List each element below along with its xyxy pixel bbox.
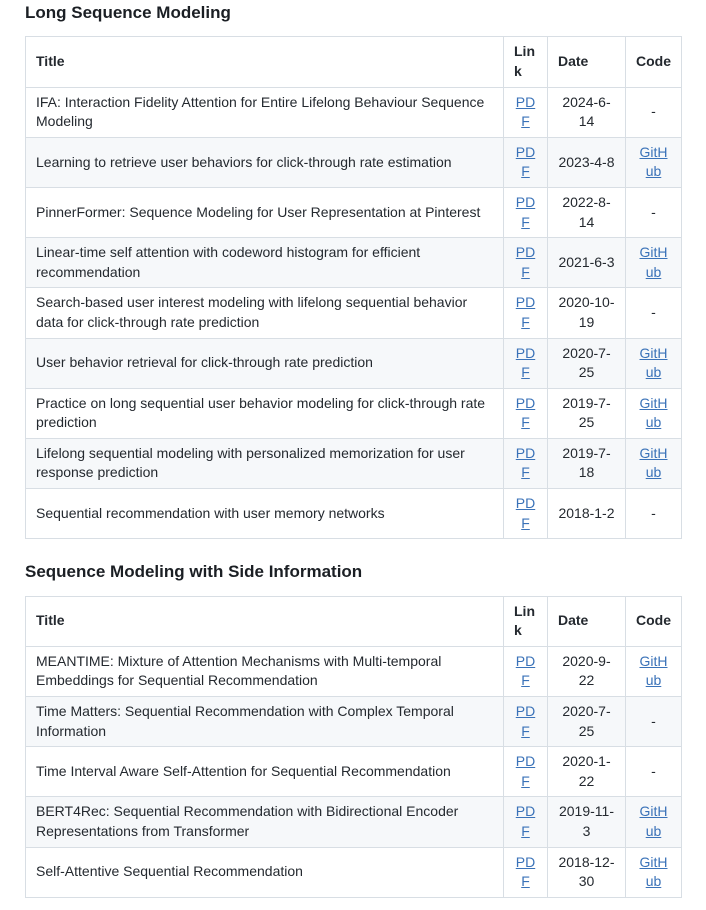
paper-title: BERT4Rec: Sequential Recommendation with Bidirectional Encoder Representations from Transformer	[26, 797, 504, 847]
table-row	[26, 697, 682, 747]
section-heading: Sequence Modeling with Side Information	[25, 562, 363, 582]
code-cell	[626, 288, 682, 338]
link-cell	[504, 747, 548, 797]
pdf-link[interactable]: PDF	[515, 753, 536, 789]
column-header-title: Title	[26, 596, 504, 646]
code-cell	[626, 87, 682, 137]
pdf-link[interactable]: PDF	[515, 294, 536, 330]
pdf-link[interactable]: PDF	[515, 344, 536, 381]
link-cell	[504, 646, 548, 696]
column-header-date: Date	[548, 37, 626, 87]
link-cell	[504, 797, 548, 847]
paper-title: User behavior retrieval for click-through rate prediction	[26, 338, 504, 388]
paper-date: 2018-1-2	[548, 489, 626, 539]
code-cell	[626, 489, 682, 539]
link-cell	[504, 187, 548, 237]
code-cell	[626, 338, 682, 388]
paper-title: IFA: Interaction Fidelity Attention for Entire Lifelong Behaviour Sequence Modeling	[26, 87, 504, 137]
paper-date: 2020-9-22	[548, 646, 626, 696]
pdf-link[interactable]: PDF	[515, 853, 536, 890]
paper-title: Time Interval Aware Self-Attention for Sequential Recommendation	[26, 747, 504, 797]
link-cell	[504, 697, 548, 747]
pdf-link[interactable]: PDF	[515, 495, 536, 531]
github-link[interactable]: GitHub	[639, 244, 668, 280]
paper-date: 2018-12-30	[548, 847, 626, 897]
table-row	[26, 388, 682, 438]
table-row	[26, 489, 682, 539]
paper-date: 2021-6-3	[548, 238, 626, 288]
section-sequence-modeling-with-side-information	[25, 562, 681, 898]
pdf-link[interactable]: PDF	[515, 652, 536, 689]
paper-date: 2020-7-25	[548, 697, 626, 747]
code-cell	[626, 438, 682, 488]
github-link[interactable]: GitHub	[639, 394, 668, 431]
code-cell	[626, 847, 682, 897]
paper-date: 2022-8-14	[548, 187, 626, 237]
section-heading: Long Sequence Modeling	[25, 3, 231, 22]
paper-date: 2019-7-25	[548, 388, 626, 438]
table-row	[26, 288, 682, 338]
no-code-dash: -	[651, 763, 656, 780]
pdf-link[interactable]: PDF	[515, 143, 536, 180]
code-cell	[626, 187, 682, 237]
table-row	[26, 137, 682, 187]
code-cell	[626, 646, 682, 696]
pdf-link[interactable]: PDF	[515, 803, 536, 839]
paper-date: 2020-1-22	[548, 747, 626, 797]
github-link[interactable]: GitHub	[639, 444, 668, 481]
link-cell	[504, 137, 548, 187]
link-cell	[504, 87, 548, 137]
column-header-link: Link	[504, 37, 548, 87]
paper-date: 2024-6-14	[548, 87, 626, 137]
code-cell	[626, 238, 682, 288]
section-long-sequence-modeling	[25, 3, 681, 539]
table-row	[26, 646, 682, 696]
github-link[interactable]: GitHub	[639, 143, 668, 180]
paper-date: 2020-7-25	[548, 338, 626, 388]
table-row	[26, 438, 682, 488]
github-link[interactable]: GitHub	[639, 803, 668, 839]
paper-title: Lifelong sequential modeling with personalized memorization for user response prediction	[26, 438, 504, 488]
paper-date: 2023-4-8	[548, 137, 626, 187]
paper-title: MEANTIME: Mixture of Attention Mechanisms with Multi-temporal Embeddings for Sequential Recommendation	[26, 646, 504, 696]
table-row	[26, 747, 682, 797]
link-cell	[504, 238, 548, 288]
pdf-link[interactable]: PDF	[515, 244, 536, 280]
pdf-link[interactable]: PDF	[515, 394, 536, 431]
code-cell	[626, 747, 682, 797]
link-cell	[504, 288, 548, 338]
paper-title: Learning to retrieve user behaviors for click-through rate estimation	[26, 137, 504, 187]
paper-title: Linear-time self attention with codeword histogram for efficient recommendation	[26, 238, 504, 288]
paper-title: PinnerFormer: Sequence Modeling for User Representation at Pinterest	[26, 187, 504, 237]
no-code-dash: -	[651, 712, 656, 729]
papers-table	[25, 596, 682, 898]
column-header-date: Date	[548, 596, 626, 646]
code-cell	[626, 697, 682, 747]
paper-title: Self-Attentive Sequential Recommendation	[26, 847, 504, 897]
column-header-code: Code	[626, 37, 682, 87]
pdf-link[interactable]: PDF	[515, 193, 536, 230]
github-link[interactable]: GitHub	[639, 344, 668, 381]
table-header-row	[26, 596, 682, 646]
no-code-dash: -	[651, 103, 656, 120]
paper-title: Time Matters: Sequential Recommendation with Complex Temporal Information	[26, 697, 504, 747]
table-row	[26, 338, 682, 388]
link-cell	[504, 847, 548, 897]
pdf-link[interactable]: PDF	[515, 444, 536, 481]
table-row	[26, 187, 682, 237]
code-cell	[626, 388, 682, 438]
paper-title: Search-based user interest modeling with lifelong sequential behavior data for click-through rate prediction	[26, 288, 504, 338]
paper-title: Practice on long sequential user behavior modeling for click-through rate prediction	[26, 388, 504, 438]
code-cell	[626, 797, 682, 847]
column-header-link: Link	[504, 596, 548, 646]
table-row	[26, 238, 682, 288]
github-link[interactable]: GitHub	[639, 853, 668, 890]
paper-title: Sequential recommendation with user memory networks	[26, 489, 504, 539]
link-cell	[504, 489, 548, 539]
table-row	[26, 797, 682, 847]
paper-date: 2019-7-18	[548, 438, 626, 488]
paper-date: 2019-11-3	[548, 797, 626, 847]
column-header-title: Title	[26, 37, 504, 87]
github-link[interactable]: GitHub	[639, 652, 668, 689]
column-header-code: Code	[626, 596, 682, 646]
code-cell	[626, 137, 682, 187]
paper-date: 2020-10-19	[548, 288, 626, 338]
no-code-dash: -	[651, 203, 656, 220]
link-cell	[504, 438, 548, 488]
link-cell	[504, 388, 548, 438]
table-row	[26, 87, 682, 137]
link-cell	[504, 338, 548, 388]
pdf-link[interactable]: PDF	[515, 93, 536, 130]
no-code-dash: -	[651, 304, 656, 321]
no-code-dash: -	[651, 504, 656, 521]
pdf-link[interactable]: PDF	[515, 703, 536, 739]
table-header-row	[26, 37, 682, 87]
papers-table	[25, 36, 682, 539]
table-row	[26, 847, 682, 897]
